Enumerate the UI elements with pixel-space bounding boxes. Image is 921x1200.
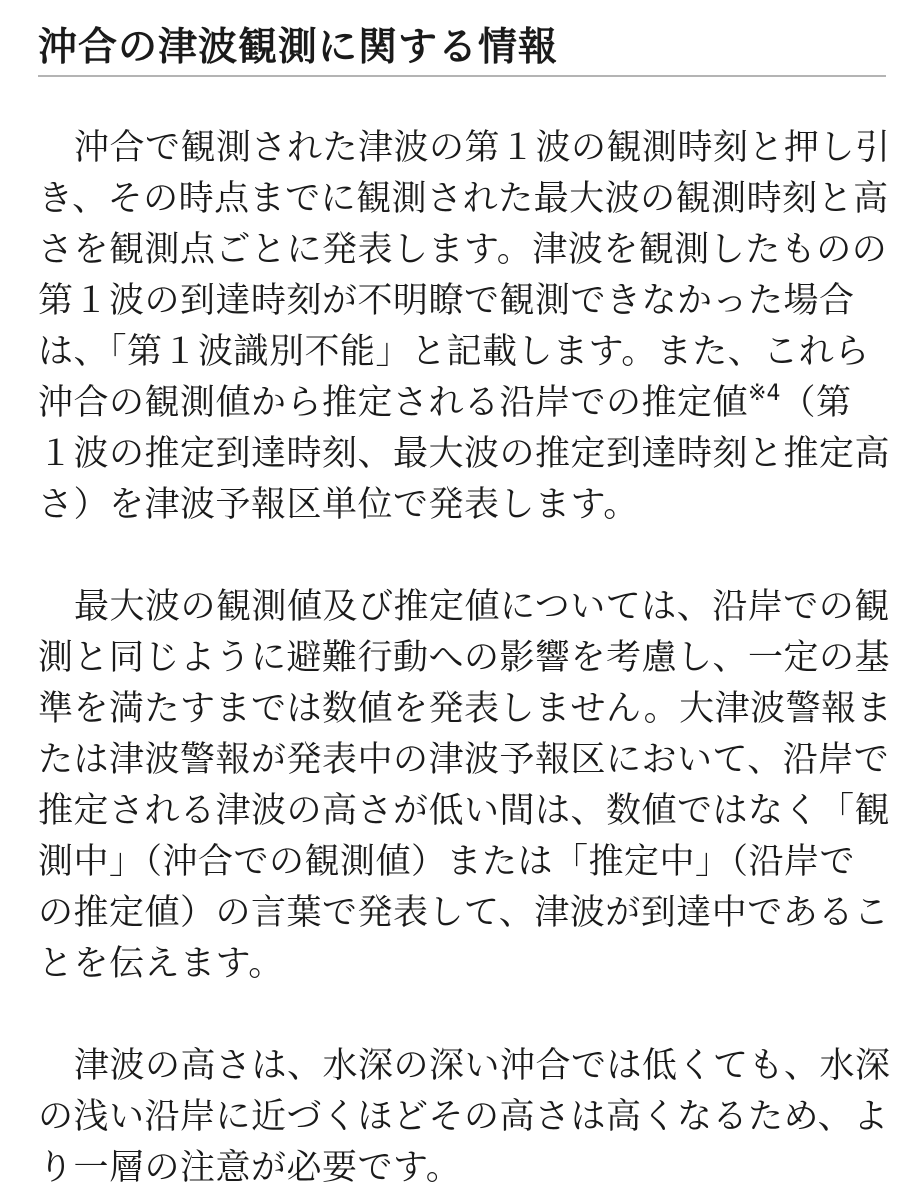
paragraph-offshore-observation: [38, 123, 891, 531]
paragraph-line: さを観測点ごとに発表します。津波を観測したものの: [38, 230, 888, 270]
paragraph-line: さ）を津波予報区単位で発表します。: [38, 485, 639, 525]
paragraph-line: とを伝えます。: [38, 944, 284, 984]
line-text: （第: [780, 383, 852, 423]
paragraph-max-wave-values: [38, 582, 893, 990]
paragraph-line: の推定値）の言葉で発表して、津波が到達中であるこ: [38, 893, 890, 933]
paragraph-line: り一層の注意が必要です。: [38, 1148, 462, 1188]
paragraph-wave-height-caution: [38, 1041, 891, 1194]
paragraph-line: １波の推定到達時刻、最大波の推定到達時刻と推定高: [38, 434, 891, 474]
heading-divider: [38, 75, 886, 77]
paragraph-line: の浅い沿岸に近づくほどその高さは高くなるため、よ: [38, 1097, 889, 1137]
paragraph-line: 第１波の到達時刻が不明瞭で観測できなかった場合: [38, 281, 855, 321]
paragraph-line: 津波の高さは、水深の深い沖合では低くても、水深: [74, 1046, 891, 1086]
document-page: [38, 0, 893, 1194]
section-heading: 沖合の津波観測に関する情報: [38, 25, 559, 70]
paragraph-line: たは津波警報が発表中の津波予報区において、沿岸で: [38, 740, 890, 780]
paragraph-line: 最大波の観測値及び推定値については、沿岸での観: [74, 587, 890, 627]
paragraph-line: 測中」（沖合での観測値）または「推定中」（沿岸で: [38, 842, 856, 882]
line-text: 沖合の観測値から推定される沿岸での推定値: [38, 383, 749, 423]
footnote-marker: ※4: [748, 381, 781, 406]
paragraph-line: 測と同じように避難行動への影響を考慮し、一定の基: [38, 638, 891, 678]
paragraph-line: 沖合で観測された津波の第１波の観測時刻と押し引: [74, 128, 891, 168]
paragraph-line: き、その時点までに観測された最大波の観測時刻と高: [38, 179, 889, 219]
paragraph-line: は、「第１波識別不能」と記載します。また、これら: [38, 332, 870, 372]
paragraph-line: 推定される津波の高さが低い間は、数値ではなく「観: [38, 791, 891, 831]
paragraph-line-with-footnote: [38, 378, 886, 429]
paragraph-line: 準を満たすまでは数値を発表しません。大津波警報ま: [38, 689, 893, 729]
